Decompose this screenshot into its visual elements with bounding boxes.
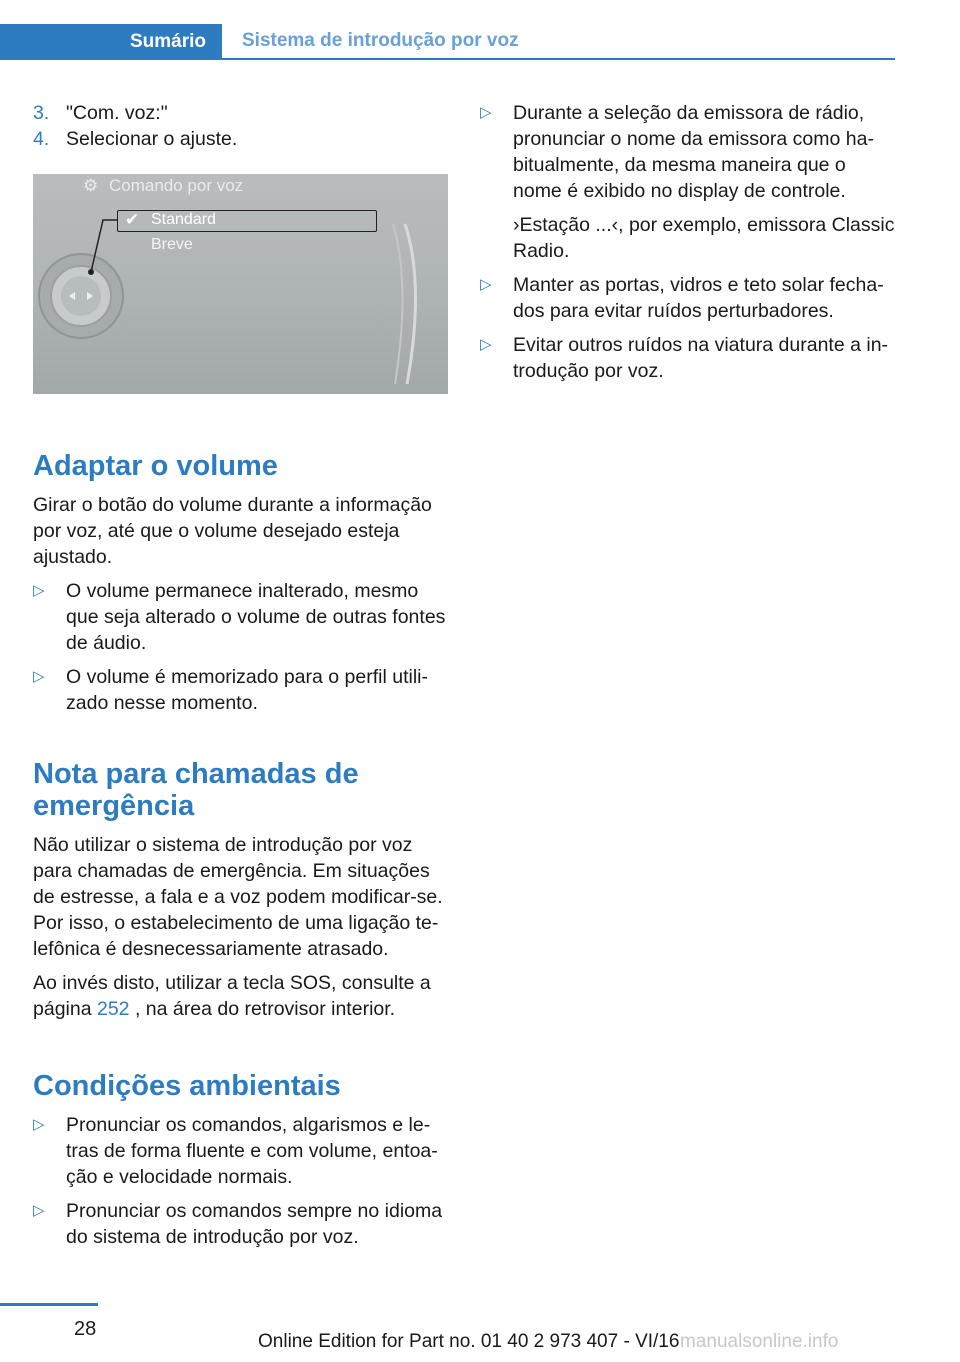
page-link[interactable]: 252 (96, 998, 130, 1020)
control-display-screenshot (33, 174, 448, 394)
step-text: Selecionar o ajuste. (66, 128, 238, 150)
conditions-bullets-left (33, 1112, 448, 1250)
list-item (33, 664, 448, 716)
bullet-content (513, 100, 895, 264)
step-text: "Com. voz:" (66, 102, 168, 124)
conditions-bullets-right (480, 100, 895, 384)
heading-emergency: Nota para chamadas de emergência (33, 758, 359, 822)
bullet-text: O volume permanece inalterado, mesmo que seja alterado o volume de outras fontes de áudio. (66, 580, 446, 654)
heading-volume: Adaptar o volume (33, 450, 278, 482)
list-item (33, 1112, 448, 1190)
right-column (480, 100, 895, 392)
step-list (33, 100, 448, 152)
heading-conditions: Condições ambientais (33, 1070, 341, 1102)
left-column (33, 100, 448, 1258)
list-item (480, 272, 895, 324)
volume-intro: Girar o botão do volume durante a informação por voz, até que o volume desejado esteja ajustado. (33, 494, 432, 568)
header-bar (0, 24, 895, 62)
bullet-text: Durante a seleção da emissora de rádio, pronunciar o nome da emissora como habitualmente, da mesma maneira que o nome é exibido no display de controle. (513, 102, 874, 202)
option-standard[interactable]: Standard (151, 211, 216, 228)
triangle-bullet-icon: ▷ (480, 276, 492, 293)
triangle-bullet-icon: ▷ (33, 1116, 45, 1133)
step-item (33, 126, 448, 152)
list-item (33, 578, 448, 656)
watermark: manualsonline.info (680, 1331, 839, 1352)
gear-icon: ⚙ (83, 176, 99, 195)
footer-accent-line (0, 1303, 98, 1306)
option-breve[interactable]: Breve (151, 236, 193, 253)
emergency-para2 (33, 970, 448, 1022)
tab-section-title[interactable]: Sistema de introdução por voz (222, 24, 895, 60)
emergency-para1: Não utilizar o sistema de introdução por voz para chamadas de emergência. Em situações de estresse, a fala e a voz podem modificar-se. Por isso, o estabelecimento de uma ligação telefônica é desnecessariamente atrasado. (33, 834, 443, 960)
triangle-bullet-icon: ▷ (480, 104, 492, 121)
list-item (480, 332, 895, 384)
bullet-text: Manter as portas, vidros e teto solar fechados para evitar ruídos perturbadores. (513, 274, 884, 322)
para2-pre: Ao invés disto, utilizar a tecla SOS, consulte a página (33, 972, 431, 1020)
volume-bullets (33, 578, 448, 716)
page-number: 28 (74, 1318, 97, 1340)
list-item (480, 100, 895, 264)
tab-summary[interactable]: Sumário (0, 24, 222, 60)
para2-post: , na área do retrovisor interior. (134, 998, 396, 1020)
screen-title: Comando por voz (109, 176, 244, 195)
triangle-bullet-icon: ▷ (33, 1202, 45, 1219)
triangle-bullet-icon: ▷ (480, 336, 492, 353)
bullet-example: ›Estação ...‹, por exemplo, emissora Classic Radio. (513, 214, 895, 262)
step-number: 3. (33, 102, 50, 124)
bullet-text: Pronunciar os comandos, algarismos e letras de forma fluente e com volume, entoação e velocidade normais. (66, 1114, 438, 1188)
triangle-bullet-icon: ▷ (33, 582, 45, 599)
controller-center (61, 276, 101, 316)
step-item (33, 100, 448, 126)
list-item (33, 1198, 448, 1250)
edition-text: Online Edition for Part no. 01 40 2 973 407 - VI/16 (258, 1331, 680, 1352)
bullet-text: Evitar outros ruídos na viatura durante a introdução por voz. (513, 334, 889, 382)
triangle-bullet-icon: ▷ (33, 668, 45, 685)
bullet-text: O volume é memorizado para o perfil utilizado nesse momento. (66, 666, 428, 714)
screen-arc (405, 224, 416, 384)
check-icon: ✔ (125, 210, 140, 229)
screen-arc-inner (393, 224, 403, 384)
screen-graphics (33, 174, 448, 394)
bullet-text: Pronunciar os comandos sempre no idioma do sistema de introdução por voz. (66, 1200, 443, 1248)
step-number: 4. (33, 128, 50, 150)
callout-dot (88, 269, 94, 275)
